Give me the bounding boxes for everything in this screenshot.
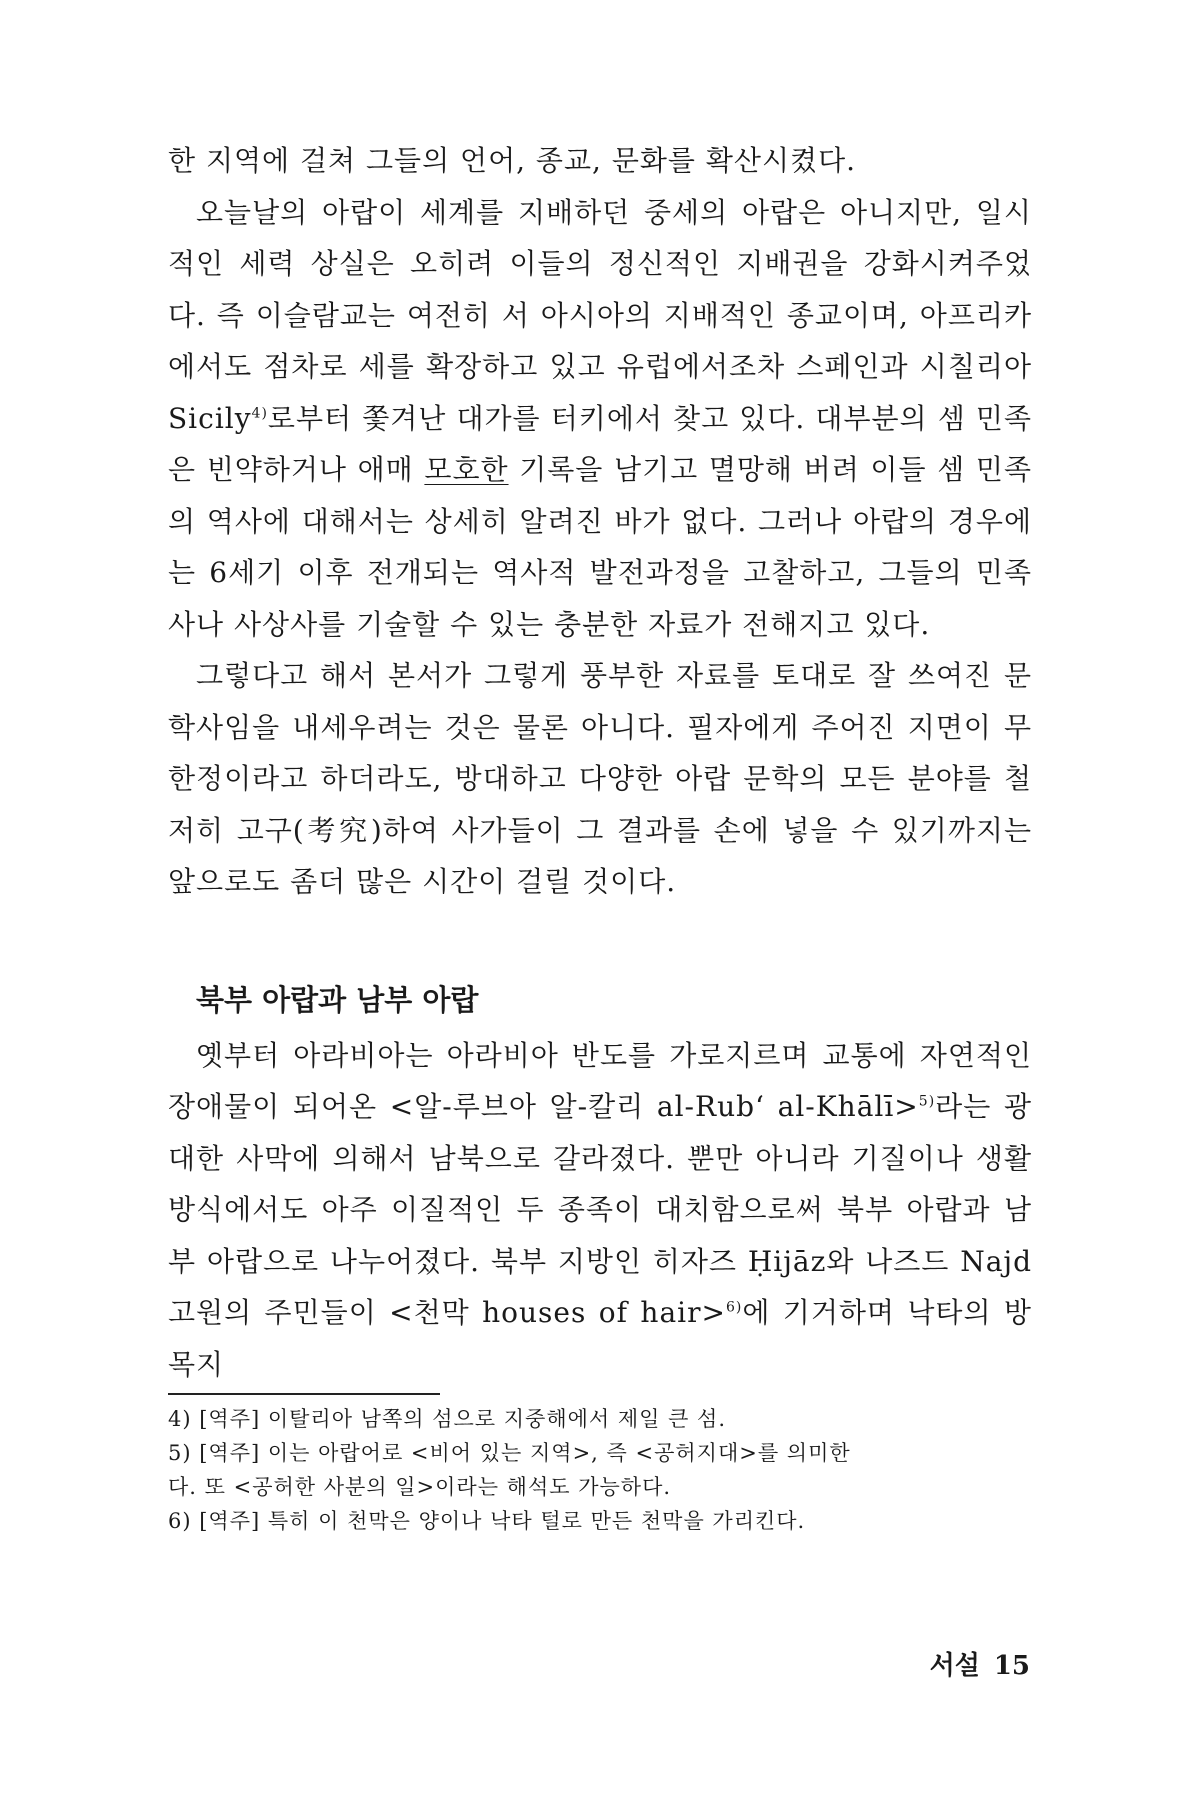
underlined-word: 모호한 [424, 453, 509, 486]
paragraph-text: 로부터 쫓겨난 대가를 터키에서 찾고 있다. 대부분의 셈 민족은 빈약하거나 애매 [168, 401, 1032, 486]
footnote-ref-5[interactable]: 5) [918, 1093, 936, 1110]
paragraph-modern-arabs [168, 187, 1032, 651]
paragraph-text: 기록을 남기고 멸망해 버려 이들 셈 민족의 역사에 대해서는 상세히 알려진 바가 없다. 그러나 아랍의 경우에는 6세기 이후 전개되는 역사적 발전과정을 고찰하고, 그들의 민족사나 사상사를 기술할 수 있는 충분한 자료가 전해지고 있다. [168, 453, 1032, 641]
section-heading: 북부 아랍과 남부 아랍 [196, 982, 479, 1017]
footnote-4: 4) [역주] 이탈리아 남쪽의 섬으로 지중해에서 제일 큰 섬. [168, 1407, 727, 1431]
footnote-divider [168, 1393, 440, 1395]
footnote-5-continuation: 다. 또 <공허한 사분의 일>이라는 해석도 가능하다. [168, 1475, 672, 1499]
footnote-5: 5) [역주] 이는 아랍어로 <비어 있는 지역>, 즉 <공허지대>를 의미한 [168, 1441, 851, 1465]
paragraph-text: 옛부터 아라비아는 아라비아 반도를 가로지르며 교통에 자연적인 장애물이 되어온 <알-루브아 알-칼리 al-Rub‘ al-Khālī> [168, 1038, 1032, 1123]
paragraph-text: 라는 광대한 사막에 의해서 남북으로 갈라졌다. 뿐만 아니라 기질이나 생활 방식에서도 아주 이질적인 두 종족이 대치함으로써 북부 아랍과 남부 아랍으로 나누어졌다. 북부 지방인 히자즈 Ḥijāz와 나즈드 Najd 고원의 주민들이 <천막 houses of hair> [168, 1090, 1033, 1329]
footnotes [168, 1402, 1032, 1538]
paragraph-text: 에 기거하며 낙타의 방목지 [168, 1296, 1032, 1381]
paragraph-text: 오늘날의 아랍이 세계를 지배하던 중세의 아랍은 아니지만, 일시적인 세력 상실은 오히려 이들의 정신적인 지배권을 강화시켜주었다. 즉 이슬람교는 여전히 서 아시아의 지배적인 종교이며, 아프리카에서도 점차로 세를 확장하고 있고 유럽에서조차 스페인과 시칠리아 Sicily [168, 195, 1032, 435]
paragraph-north-south [168, 1030, 1032, 1391]
footnote-ref-6[interactable]: 6) [725, 1299, 743, 1316]
page-number: 15 [993, 1651, 1030, 1681]
paragraph-continuation: 한 지역에 걸쳐 그들의 언어, 종교, 문화를 확산시켰다. [168, 144, 857, 177]
paragraph-scope: 그렇다고 해서 본서가 그렇게 풍부한 자료를 토대로 잘 쓰여진 문학사임을 내세우려는 것은 물론 아니다. 필자에게 주어진 지면이 무한정이라고 하더라도, 방대하고 다양한 아랍 문학의 모든 분야를 철저히 고구(考究)하여 사가들이 그 결과를 손에 넣을 수 있기까지는 앞으로도 좀더 많은 시간이 걸릴 것이다. [168, 659, 1032, 898]
page-footer [930, 1649, 1030, 1683]
running-footer-label: 서설 [929, 1651, 980, 1681]
footnote-6: 6) [역주] 특히 이 천막은 양이나 낙타 털로 만든 천막을 가리킨다. [168, 1509, 806, 1533]
footnote-ref-4[interactable]: 4) [251, 405, 268, 422]
body-text [168, 135, 1032, 1390]
